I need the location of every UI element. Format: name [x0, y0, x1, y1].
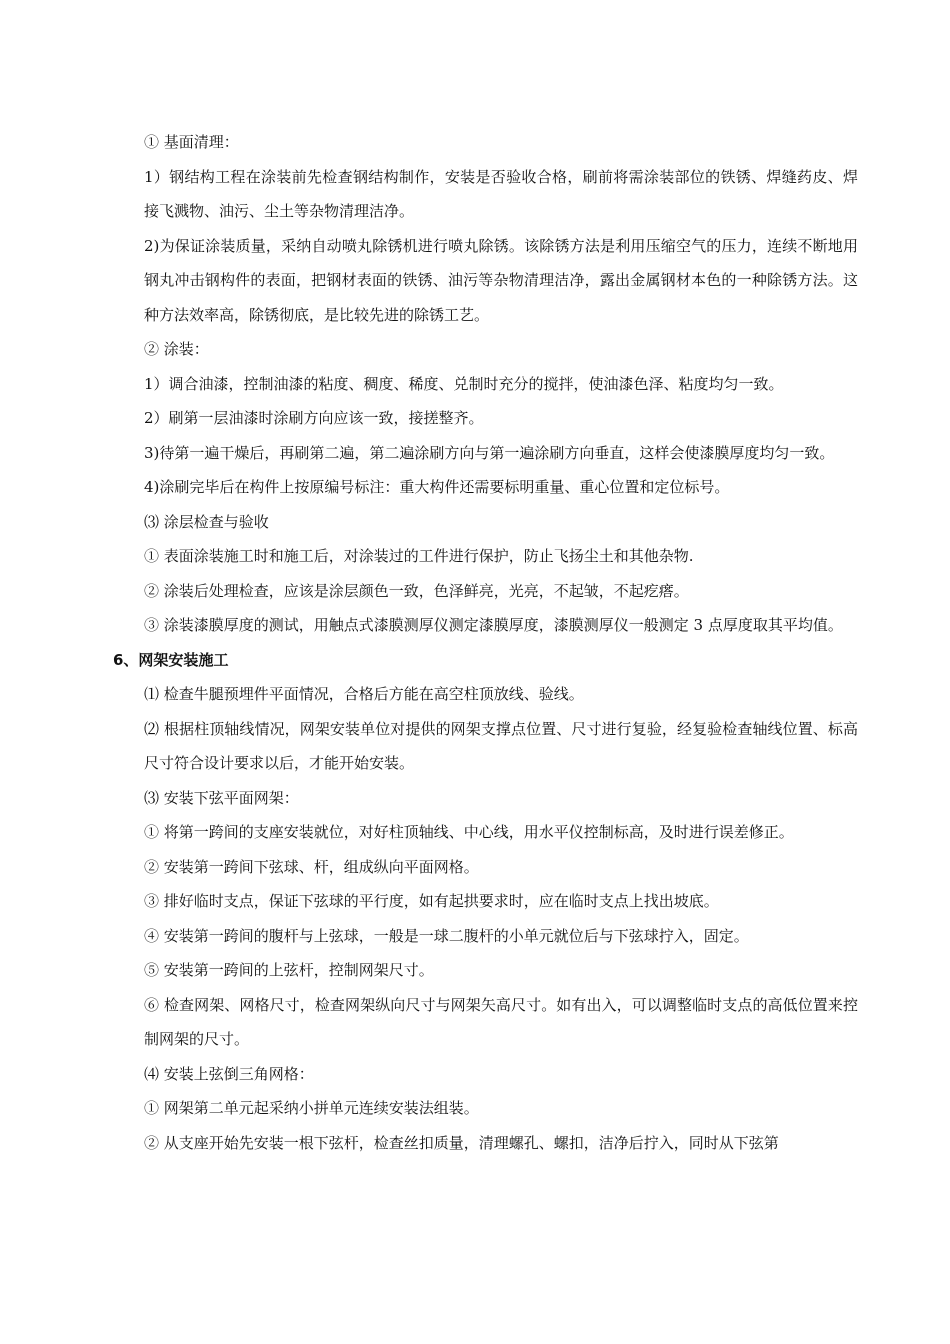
- paragraph-inspection-1: ① 表面涂装施工时和施工后，对涂装过的工件进行保护，防止飞扬尘土和其他杂物.: [144, 547, 694, 565]
- paragraph-grid-4-1: ① 网架第二单元起采纳小拼单元连续安装法组装。: [144, 1099, 479, 1117]
- paragraph-grid-3-4: ④ 安装第一跨间的腹杆与上弦球，一般是一球二腹杆的小单元就位后与下弦球拧入，固定。: [144, 926, 749, 945]
- paragraph-grid-3-2: ② 安装第一跨间下弦球、杆，组成纵向平面网格。: [144, 857, 479, 876]
- paragraph-inspection-3: ③ 涂装漆膜厚度的测试，用触点式漆膜测厚仪测定漆膜厚度，漆膜测厚仪一般测定 3 点厚度取其平均值。: [144, 616, 843, 634]
- document-body: [113, 125, 858, 1160]
- paragraph-grid-3-5: ⑤ 安装第一跨间的上弦杆，控制网架尺寸。: [144, 961, 434, 979]
- paragraph-grid-4-title: ⑷ 安装上弦倒三角网格：: [144, 1064, 314, 1083]
- paragraph-grid-3-1: ① 将第一跨间的支座安装就位，对好柱顶轴线、中心线，用水平仪控制标高，及时进行误差修正。: [144, 823, 794, 841]
- paragraph-coating-4: 4)涂刷完毕后在构件上按原编号标注：重大构件还需要标明重量、重心位置和定位标号。: [144, 478, 730, 496]
- paragraph-coating-1: 1）调合油漆，控制油漆的粘度、稠度、稀度、兑制时充分的搅拌，使油漆色泽、粘度均匀一致。: [144, 374, 784, 393]
- paragraph-base-cleaning-title: ① 基面清理：: [144, 133, 239, 151]
- section-heading-grid-installation: 6、网架安装施工: [113, 650, 229, 669]
- paragraph-grid-3-3: ③ 排好临时支点，保证下弦球的平行度，如有起拱要求时，应在临时支点上找出坡底。: [144, 892, 719, 910]
- paragraph-coating-2: 2）刷第一层油漆时涂刷方向应该一致，接搓整齐。: [144, 409, 484, 427]
- paragraph-grid-3-title: ⑶ 安装下弦平面网架：: [144, 788, 299, 807]
- paragraph-base-cleaning-1: 1）钢结构工程在涂装前先检查钢结构制作，安装是否验收合格，刷前将需涂装部位的铁锈、焊缝药皮、焊接飞溅物、油污、尘土等杂物清理洁净。: [144, 167, 858, 220]
- paragraph-grid-4-2: ② 从支座开始先安装一根下弦杆，检查丝扣质量，清理螺孔、螺扣，洁净后拧入，同时从下弦第: [144, 1133, 779, 1152]
- paragraph-grid-3-6: ⑥ 检查网架、网格尺寸，检查网架纵向尺寸与网架矢高尺寸。如有出入，可以调整临时支点的高低位置来控制网架的尺寸。: [144, 995, 858, 1048]
- paragraph-grid-1: ⑴ 检查牛腿预埋件平面情况，合格后方能在高空柱顶放线、验线。: [144, 685, 584, 703]
- paragraph-grid-2: ⑵ 根据柱顶轴线情况，网架安装单位对提供的网架支撑点位置、尺寸进行复验，经复验检查轴线位置、标高尺寸符合设计要求以后，才能开始安装。: [144, 719, 858, 772]
- paragraph-inspection-title: ⑶ 涂层检查与验收: [144, 512, 269, 531]
- paragraph-inspection-2: ② 涂装后处理检查，应该是涂层颜色一致，色泽鲜亮，光亮，不起皱，不起疙瘩。: [144, 581, 689, 600]
- paragraph-base-cleaning-2: 2)为保证涂装质量，采纳自动喷丸除锈机进行喷丸除锈。该除锈方法是利用压缩空气的压力，连续不断地用钢丸冲击钢构件的表面，把钢材表面的铁锈、油污等杂物清理洁净，露出金属钢材本色的一种除锈方法。这种方法效率高，除锈彻底，是比较先进的除锈工艺。: [144, 236, 858, 324]
- paragraph-coating-title: ② 涂装：: [144, 340, 209, 358]
- paragraph-coating-3: 3)待第一遍干燥后，再刷第二遍，第二遍涂刷方向与第一遍涂刷方向垂直，这样会使漆膜厚度均匀一致。: [144, 443, 835, 462]
